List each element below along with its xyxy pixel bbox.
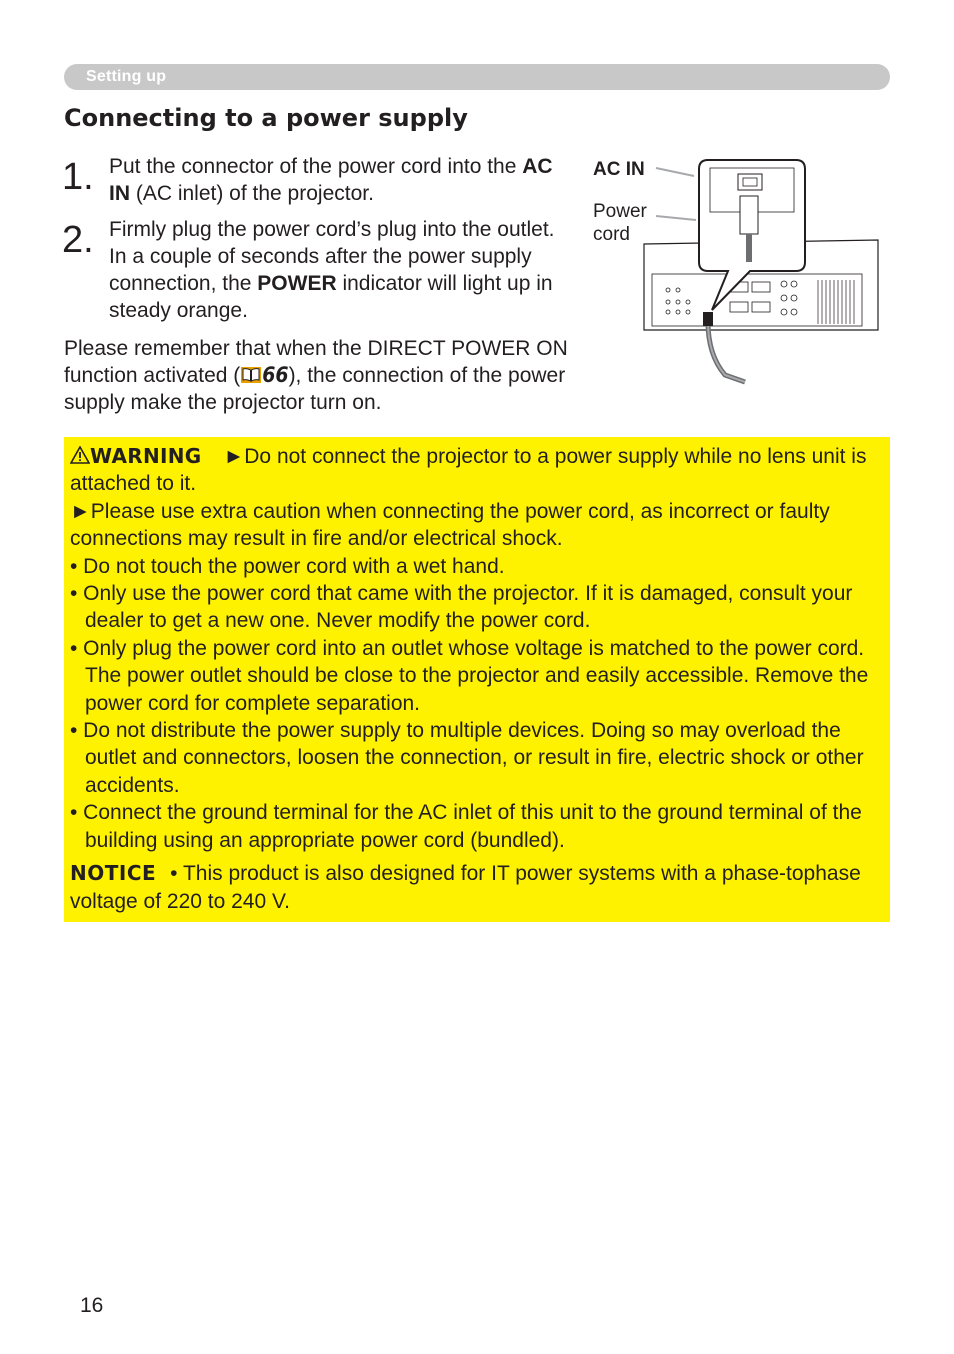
warning-line-2: ►Please use extra caution when connecting the power cord, as incorrect or faulty connections may result in fire and/or electrical shock. xyxy=(70,499,830,551)
section-header-label: Setting up xyxy=(86,68,167,85)
direct-power-on-note xyxy=(64,335,624,416)
warning-lead xyxy=(70,443,886,498)
warning-bullet: • Connect the ground terminal for the AC inlet of this unit to the ground terminal of the building using an appropriate power cord (bundled). xyxy=(70,801,862,852)
step-2-bold: POWER xyxy=(257,272,337,295)
step-1-text xyxy=(109,153,569,207)
book-icon xyxy=(240,364,262,382)
warning-label: WARNING xyxy=(90,444,202,468)
notice-text: • This product is also designed for IT power systems with a phase-tophase voltage of 220 to 240 V. xyxy=(70,862,861,913)
projector-rear-illustration xyxy=(590,150,890,390)
step-1-pre: Put the connector of the power cord into the xyxy=(109,155,523,178)
figure-label-ac-in: AC IN xyxy=(593,159,645,180)
notice xyxy=(70,860,886,915)
warning-bullet: • Do not touch the power cord with a wet hand. xyxy=(70,554,505,578)
note-pre: Please remember that when the DIRECT POWER ON function activated ( xyxy=(64,337,568,387)
page-number: 16 xyxy=(80,1294,104,1317)
step-1-post: (AC inlet) of the projector. xyxy=(130,182,374,205)
warning-content xyxy=(70,443,886,915)
step-1-bold: AC IN xyxy=(109,155,553,205)
warning-line-1: ►Do not connect the projector to a power supply while no lens unit is attached to it. xyxy=(70,445,867,496)
step-2-text xyxy=(109,216,569,324)
notice-label: NOTICE xyxy=(70,861,157,886)
step-2-pre: Firmly plug the power cord’s plug into the outlet. In a couple of seconds after the power supply connection, the xyxy=(109,218,555,295)
warning-bullet: • Only use the power cord that came with the projector. If it is damaged, consult your dealer to get a new one. Never modify the power cord. xyxy=(70,582,853,633)
warning-icon xyxy=(70,445,90,468)
section-header-bar xyxy=(64,64,890,90)
note-post: ), the connection of the power supply make the projector turn on. xyxy=(64,364,566,414)
page-title: Connecting to a power supply xyxy=(64,104,468,132)
step-2-number: 2. xyxy=(62,219,94,261)
step-1-number: 1. xyxy=(62,156,94,198)
warning-bullet: • Do not distribute the power supply to multiple devices. Doing so may overload the outlet and connectors, loosen the connection, or result in fire, electric shock or other accidents. xyxy=(70,719,864,797)
step-2-post: indicator will light up in steady orange. xyxy=(109,272,553,322)
warning-bullet: • Only plug the power cord into an outlet whose voltage is matched to the power cord. The power outlet should be close to the projector and easily accessible. Remove the power cord for complete separation. xyxy=(70,636,869,715)
figure-label-power-cord: Power cord xyxy=(593,201,647,245)
page-reference-link[interactable]: 66 xyxy=(262,363,289,387)
